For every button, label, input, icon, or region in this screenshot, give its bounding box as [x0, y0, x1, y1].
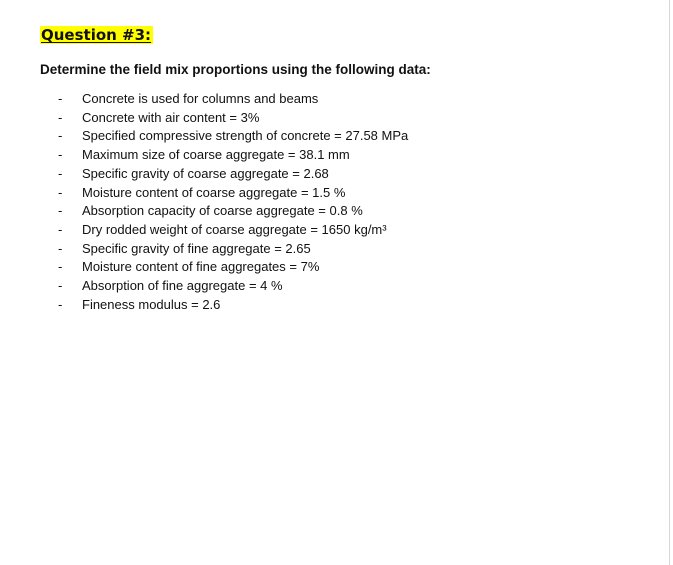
bullet-dash: - — [58, 203, 63, 219]
list-item-text: Concrete is used for columns and beams — [82, 91, 319, 106]
list-item — [58, 165, 408, 184]
bullet-dash: - — [58, 184, 63, 200]
bullet-dash: - — [58, 91, 63, 106]
list-item-text: Dry rodded weight of coarse aggregate = 1650 kg/m³ — [82, 221, 387, 237]
list-item-text: Specific gravity of fine aggregate = 2.65 — [82, 240, 311, 256]
list-item — [58, 258, 408, 277]
list-item — [58, 277, 408, 296]
bullet-dash: - — [58, 147, 63, 163]
instruction-text: Determine the field mix proportions using the following data: — [40, 62, 431, 77]
list-item-text: Absorption capacity of coarse aggregate = 0.8 % — [82, 203, 363, 219]
list-item — [58, 296, 408, 315]
list-item-text: Maximum size of coarse aggregate = 38.1 mm — [82, 147, 350, 163]
list-item-text: Fineness modulus = 2.6 — [82, 296, 221, 312]
bullet-dash: - — [58, 259, 63, 275]
bullet-dash: - — [58, 240, 63, 256]
question-title: Question #3: — [41, 26, 152, 44]
bullet-dash: - — [58, 128, 63, 144]
list-item-text: Specific gravity of coarse aggregate = 2.68 — [82, 165, 329, 181]
list-item — [58, 221, 408, 240]
list-item-text: Specified compressive strength of concrete = 27.58 MPa — [82, 128, 409, 144]
list-item-text: Concrete with air content = 3% — [82, 109, 260, 125]
list-item — [58, 109, 408, 128]
list-item — [58, 127, 408, 146]
bullet-dash: - — [58, 221, 63, 237]
list-item — [58, 202, 408, 221]
list-item — [58, 146, 408, 165]
list-item — [58, 90, 408, 109]
list-item-text: Moisture content of fine aggregates = 7% — [82, 259, 320, 275]
bullet-dash: - — [58, 278, 63, 294]
bullet-dash: - — [58, 165, 63, 181]
list-item-text: Moisture content of coarse aggregate = 1.5 % — [82, 184, 346, 200]
bullet-dash: - — [58, 296, 63, 312]
list-item-text: Absorption of fine aggregate = 4 % — [82, 278, 283, 294]
bullet-dash: - — [58, 109, 63, 125]
page-edge-line — [669, 0, 670, 565]
given-data-list — [58, 90, 408, 314]
list-item — [58, 240, 408, 259]
list-item — [58, 184, 408, 203]
